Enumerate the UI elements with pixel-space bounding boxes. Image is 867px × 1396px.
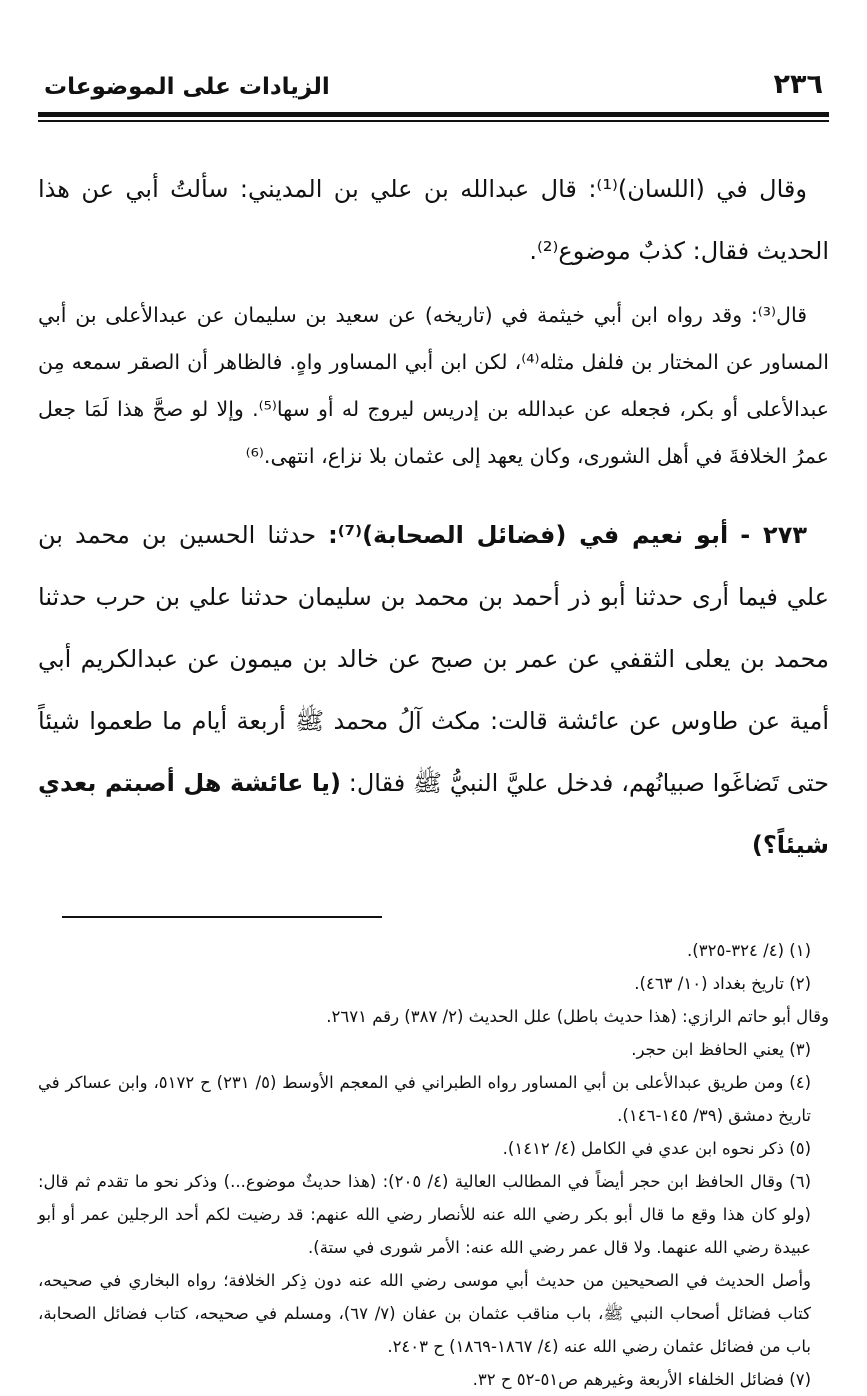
page-number: ٢٣٦	[773, 69, 823, 100]
footnote-2: (٢) تاريخ بغداد (١٠/ ٤٦٣).	[634, 974, 811, 993]
running-title: الزيادات على الموضوعات	[44, 74, 330, 100]
paragraph-hadith-273	[38, 504, 829, 876]
footnote-5: (٥) ذكر نحوه ابن عدي في الكامل (٤/ ١٤١٢).	[502, 1139, 811, 1158]
page-header	[38, 58, 829, 100]
header-rule-thin	[38, 120, 829, 122]
footnote-2-continuation: وقال أبو حاتم الرازي: (هذا حديث باطل) علل الحديث (٢/ ٣٨٧) رقم ٢٦٧١.	[326, 1007, 829, 1026]
footnote-4: (٤) ومن طريق عبدالأعلى بن أبي المساور رواه الطبراني في المعجم الأوسط (٥/ ٢٣١) ح ٥١٧٢، وابن عساكر في تاريخ دمشق (٣٩/ ١٤٥-١٤٦).	[38, 1073, 811, 1125]
hadith-source-title: أبو نعيم في (فضائل الصحابة)⁽⁷⁾:	[328, 521, 729, 549]
footnote-separator	[62, 916, 382, 918]
paragraph-lisan: وقال في (اللسان)⁽¹⁾: قال عبدالله بن علي بن المديني: سألتُ أبي عن هذا الحديث فقال: كذبٌ موضوع⁽²⁾.	[38, 175, 829, 265]
footnote-6: (٦) وقال الحافظ ابن حجر أيضاً في المطالب العالية (٤/ ٢٠٥): (هذا حديثٌ موضوع...) وذكر نحو ما تقدم ثم قال: (ولو كان هذا وقع ما قال أبو بكر رضي الله عنه للأنصار رضي الله عنهم: قد رضيت لكم أحد الرجلين عمر أو أبو عبيدة رضي الله عنهما. ولا قال عمر رضي الله عنه: الأمر شورى في ستة).	[38, 1172, 811, 1257]
footnote-7: (٧) فضائل الخلفاء الأربعة وغيرهم ص٥١-٥٢ ح ٣٢.	[472, 1370, 811, 1389]
footnote-3: (٣) يعني الحافظ ابن حجر.	[631, 1040, 811, 1059]
paragraph-quote-ibn-hajar: قال⁽³⁾: وقد رواه ابن أبي خيثمة في (تاريخه) عن سعيد بن سليمان عن عبدالأعلى بن أبي المساور عن المختار بن فلفل مثله⁽⁴⁾، لكن ابن أبي المساور واهٍ. فالظاهر أن الصقر سمعه مِن عبدالأعلى أو بكر، فجعله عن عبدالله بن إدريس ليروج له أو سها⁽⁵⁾. وإلا لو صحَّ هذا لَمَا جعل عمرُ الخلافةَ في أهل الشورى، وكان يعهد إلى عثمان بلا نزاع، انتهى.⁽⁶⁾	[38, 303, 829, 468]
footnote-6-continuation: وأصل الحديث في الصحيحين من حديث أبي موسى رضي الله عنه دون ذِكر الخلافة؛ رواه البخاري في صحيحه، كتاب فضائل أصحاب النبي ﷺ، باب مناقب عثمان بن عفان (٧/ ٦٧)، ومسلم في صحيحه، كتاب فضائل الصحابة، باب من فضائل عثمان رضي الله عنه (٤/ ١٨٦٧-١٨٦٩) ح ٢٤٠٣.	[38, 1271, 812, 1356]
footnotes	[38, 934, 829, 1396]
footnote-1: (١) (٤/ ٣٢٤-٣٢٥).	[687, 941, 811, 960]
hadith-chain-text: حدثنا الحسين بن محمد بن علي فيما أرى حدثنا أبو ذر أحمد بن محمد بن سليمان حدثنا علي بن حرب حدثنا محمد بن يعلى الثقفي عن عمر بن صبح عن خالد بن ميمون عن عبدالكريم أبي أمية عن طاوس عن عائشة قالت: مكث آلُ محمد ﷺ أربعة أيام ما طعموا شيئاً حتى تَضاغَوا صبيانُهم، فدخل عليَّ النبيُّ ﷺ فقال:	[38, 521, 829, 797]
header-rule-thick	[38, 112, 829, 117]
hadith-number: ٢٧٣ -	[740, 521, 807, 549]
main-text	[38, 158, 829, 876]
hadith-quote: (يا عائشة هل أصبتم بعدي شيئاً؟)	[38, 769, 829, 859]
